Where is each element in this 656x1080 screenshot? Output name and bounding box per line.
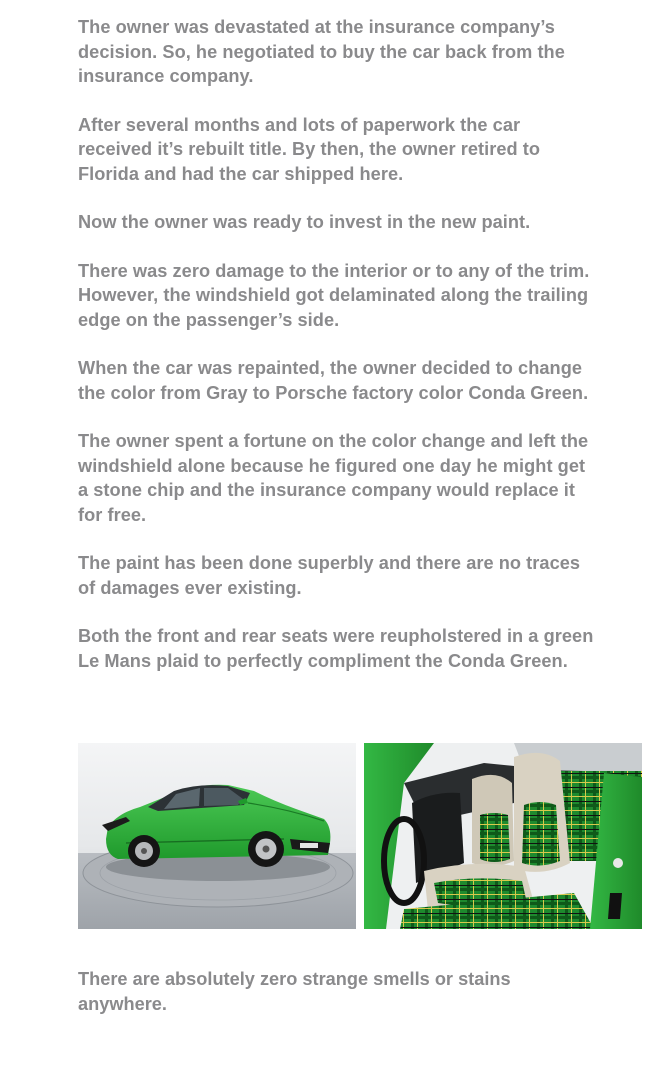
paragraph-new-paint: Now the owner was ready to invest in the new paint. [78,212,531,232]
photo-row [78,743,642,929]
paragraph-windshield: The owner spent a fortune on the color change and left the windshield alone because he figured one day he might get a stone chip and the insurance company would replace it for free. [78,431,589,525]
article-body [78,15,598,697]
car-exterior-photo[interactable] [78,743,356,929]
plaid-interior-image [364,743,642,929]
paragraph-color-change: When the car was repainted, the owner decided to change the color from Gray to Porsche factory color Conda Green. [78,358,589,403]
paragraph-no-smells: There are absolutely zero strange smells or stains anywhere. [78,969,511,1014]
car-exterior-image [78,743,356,929]
paragraph-seats: Both the front and rear seats were reupholstered in a green Le Mans plaid to perfectly compliment the Conda Green. [78,626,594,671]
paragraph-paint-quality: The paint has been done superbly and there are no traces of damages ever existing. [78,553,581,598]
paragraph-rebuilt-title: After several months and lots of paperwork the car received it’s rebuilt title. By then, the owner retired to Florida and had the car shipped here. [78,114,541,184]
plaid-interior-photo[interactable] [364,743,642,929]
paragraph-insurance-decision: The owner was devastated at the insurance company’s decision. So, he negotiated to buy the car back from the insurance company. [78,17,565,86]
paragraph-zero-damage: There was zero damage to the interior or to any of the trim. However, the windshield got delaminated along the trailing edge on the passenger’s side. [78,260,590,330]
